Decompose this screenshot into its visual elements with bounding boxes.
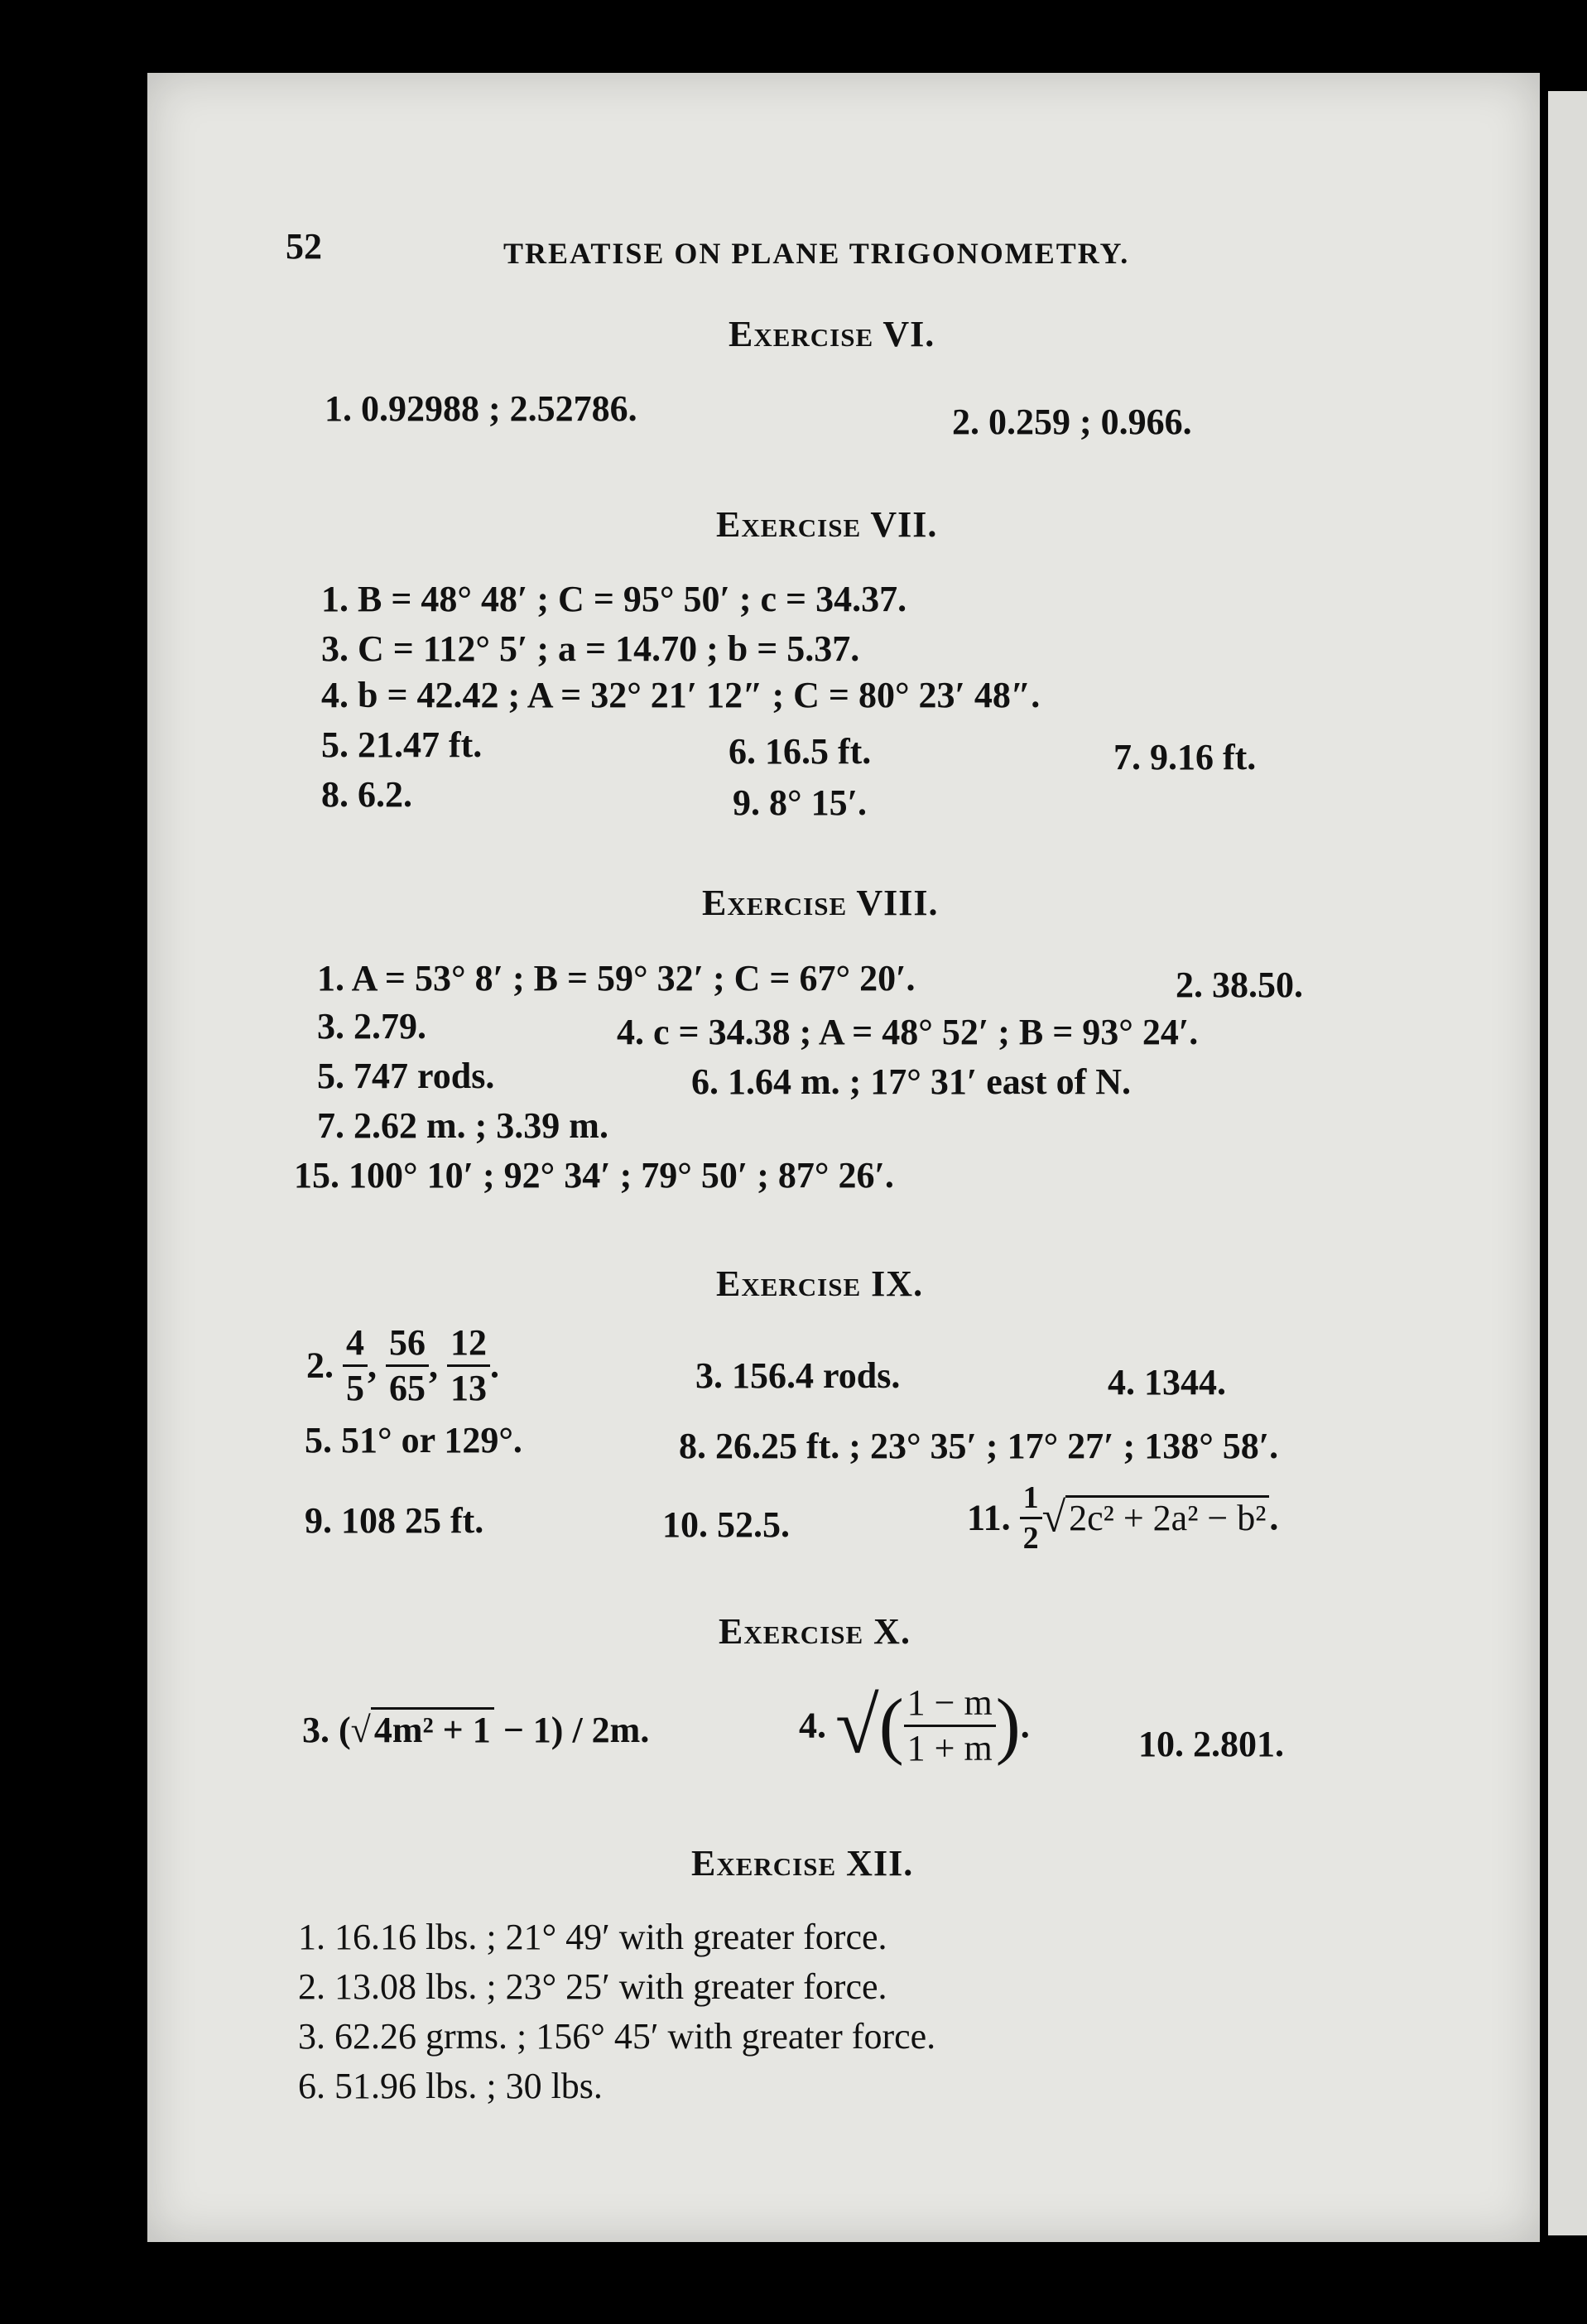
exercise-6-heading: Exercise VI. [729,314,935,354]
ex10-answer-3-prefix: 3. (√ [302,1710,371,1750]
ex9-answer-2-label: 2. [306,1345,334,1386]
page-number: 52 [286,226,322,267]
ex8-answer-15: 15. 100° 10′ ; 92° 34′ ; 79° 50′ ; 87° 26′. [294,1155,894,1196]
ex8-answer-6: 6. 1.64 m. ; 17° 31′ east of N. [691,1061,1132,1102]
denominator: 1 + m [907,1728,993,1768]
ex9-answer-4: 4. 1344. [1108,1362,1226,1403]
numerator: 4 [343,1325,368,1367]
exercise-9-heading: Exercise IX. [716,1263,924,1304]
exercise-7-heading: Exercise VII. [716,504,938,545]
ex12-answer-6: 6. 51.96 lbs. ; 30 lbs. [298,2066,603,2106]
ex7-answer-5: 5. 21.47 ft. [321,724,483,765]
ex12-answer-2: 2. 13.08 lbs. ; 23° 25′ with greater force. [298,1966,887,2007]
running-title: TREATISE ON PLANE TRIGONOMETRY. [503,237,1130,270]
ex9-answer-11: 11. $\frac{1}{2}$ √2c² + 2a² − b². [967,1480,1279,1556]
ex10-answer-10: 10. 2.801. [1138,1724,1284,1764]
fraction-4-5 [343,1322,368,1408]
ex8-answer-7: 7. 2.62 m. ; 3.39 m. [317,1105,608,1146]
right-paren-icon: ) [995,1684,1021,1767]
radical-sign-icon: √ [1041,1494,1066,1542]
ex9-answer-2: 2. $\frac{4}{5}$ , $\frac{56}{65}$ , $\frac{12}{13}$ . [306,1322,499,1408]
ex7-answer-4: 4. b = 42.42 ; A = 32° 21′ 12″ ; C = 80° 23′ 48″. [321,675,1041,715]
ex6-answer-2: 2. 0.259 ; 0.966. [952,402,1192,442]
ex10-answer-4: 4. √( $\frac{1 - m}{1 + m}$ ). [799,1681,1030,1770]
denominator: 65 [389,1368,426,1408]
radical-sign-icon: √ [835,1681,879,1770]
numerator: 56 [386,1325,429,1367]
adjacent-page-edge [1548,91,1587,2235]
ex9-answer-9: 9. 108 25 ft. [305,1500,484,1541]
denominator: 13 [450,1368,487,1408]
ex6-answer-1: 1. 0.92988 ; 2.52786. [325,388,637,429]
exercise-8-heading: Exercise VIII. [702,883,939,923]
ex10-answer-3-suffix: − 1) / 2m. [493,1710,650,1750]
radicand: 2c² + 2a² − b² [1065,1495,1269,1538]
ex8-answer-4: 4. c = 34.38 ; A = 48° 52′ ; B = 93° 24′. [617,1012,1199,1052]
fraction-one-half [1020,1482,1042,1554]
denominator: 2 [1022,1521,1039,1556]
ex12-answer-1: 1. 16.16 lbs. ; 21° 49′ with greater force. [298,1917,887,1957]
ex10-answer-3 [302,1712,649,1749]
fraction-12-13 [447,1322,490,1408]
numerator: 1 [1020,1482,1042,1519]
ex10-answer-4-label: 4. [799,1705,826,1746]
exercise-10-heading: Exercise X. [719,1611,911,1652]
ex9-answer-11-label: 11. [967,1497,1011,1538]
ex9-answer-10: 10. 52.5. [662,1504,790,1545]
ex7-answer-8: 8. 6.2. [321,774,412,815]
ex8-answer-3: 3. 2.79. [317,1006,426,1047]
ex9-answer-8: 8. 26.25 ft. ; 23° 35′ ; 17° 27′ ; 138° 58′. [679,1426,1279,1466]
ex7-answer-9: 9. 8° 15′. [733,782,867,823]
fraction-56-65 [386,1322,429,1408]
radicand: 4m² + 1 [371,1707,494,1750]
left-paren-icon: ( [878,1684,904,1767]
ex8-answer-5: 5. 747 rods. [317,1056,495,1096]
ex7-answer-1: 1. B = 48° 48′ ; C = 95° 50′ ; c = 34.37. [321,579,907,619]
ex8-answer-2: 2. 38.50. [1176,965,1303,1005]
fraction-1-minus-m-over-1-plus-m [904,1682,996,1768]
exercise-12-heading: Exercise XII. [691,1843,914,1884]
ex9-answer-5: 5. 51° or 129°. [305,1420,522,1460]
numerator: 12 [447,1325,490,1367]
ex8-answer-1: 1. A = 53° 8′ ; B = 59° 32′ ; C = 67° 20′. [317,958,916,998]
ex12-answer-3: 3. 62.26 grms. ; 156° 45′ with greater force. [298,2016,936,2057]
ex7-answer-7: 7. 9.16 ft. [1113,737,1257,777]
ex7-answer-3: 3. C = 112° 5′ ; a = 14.70 ; b = 5.37. [321,628,860,669]
ex7-answer-6: 6. 16.5 ft. [729,731,872,772]
numerator: 1 − m [904,1685,996,1727]
denominator: 5 [346,1368,364,1408]
ex9-answer-3: 3. 156.4 rods. [695,1355,901,1396]
